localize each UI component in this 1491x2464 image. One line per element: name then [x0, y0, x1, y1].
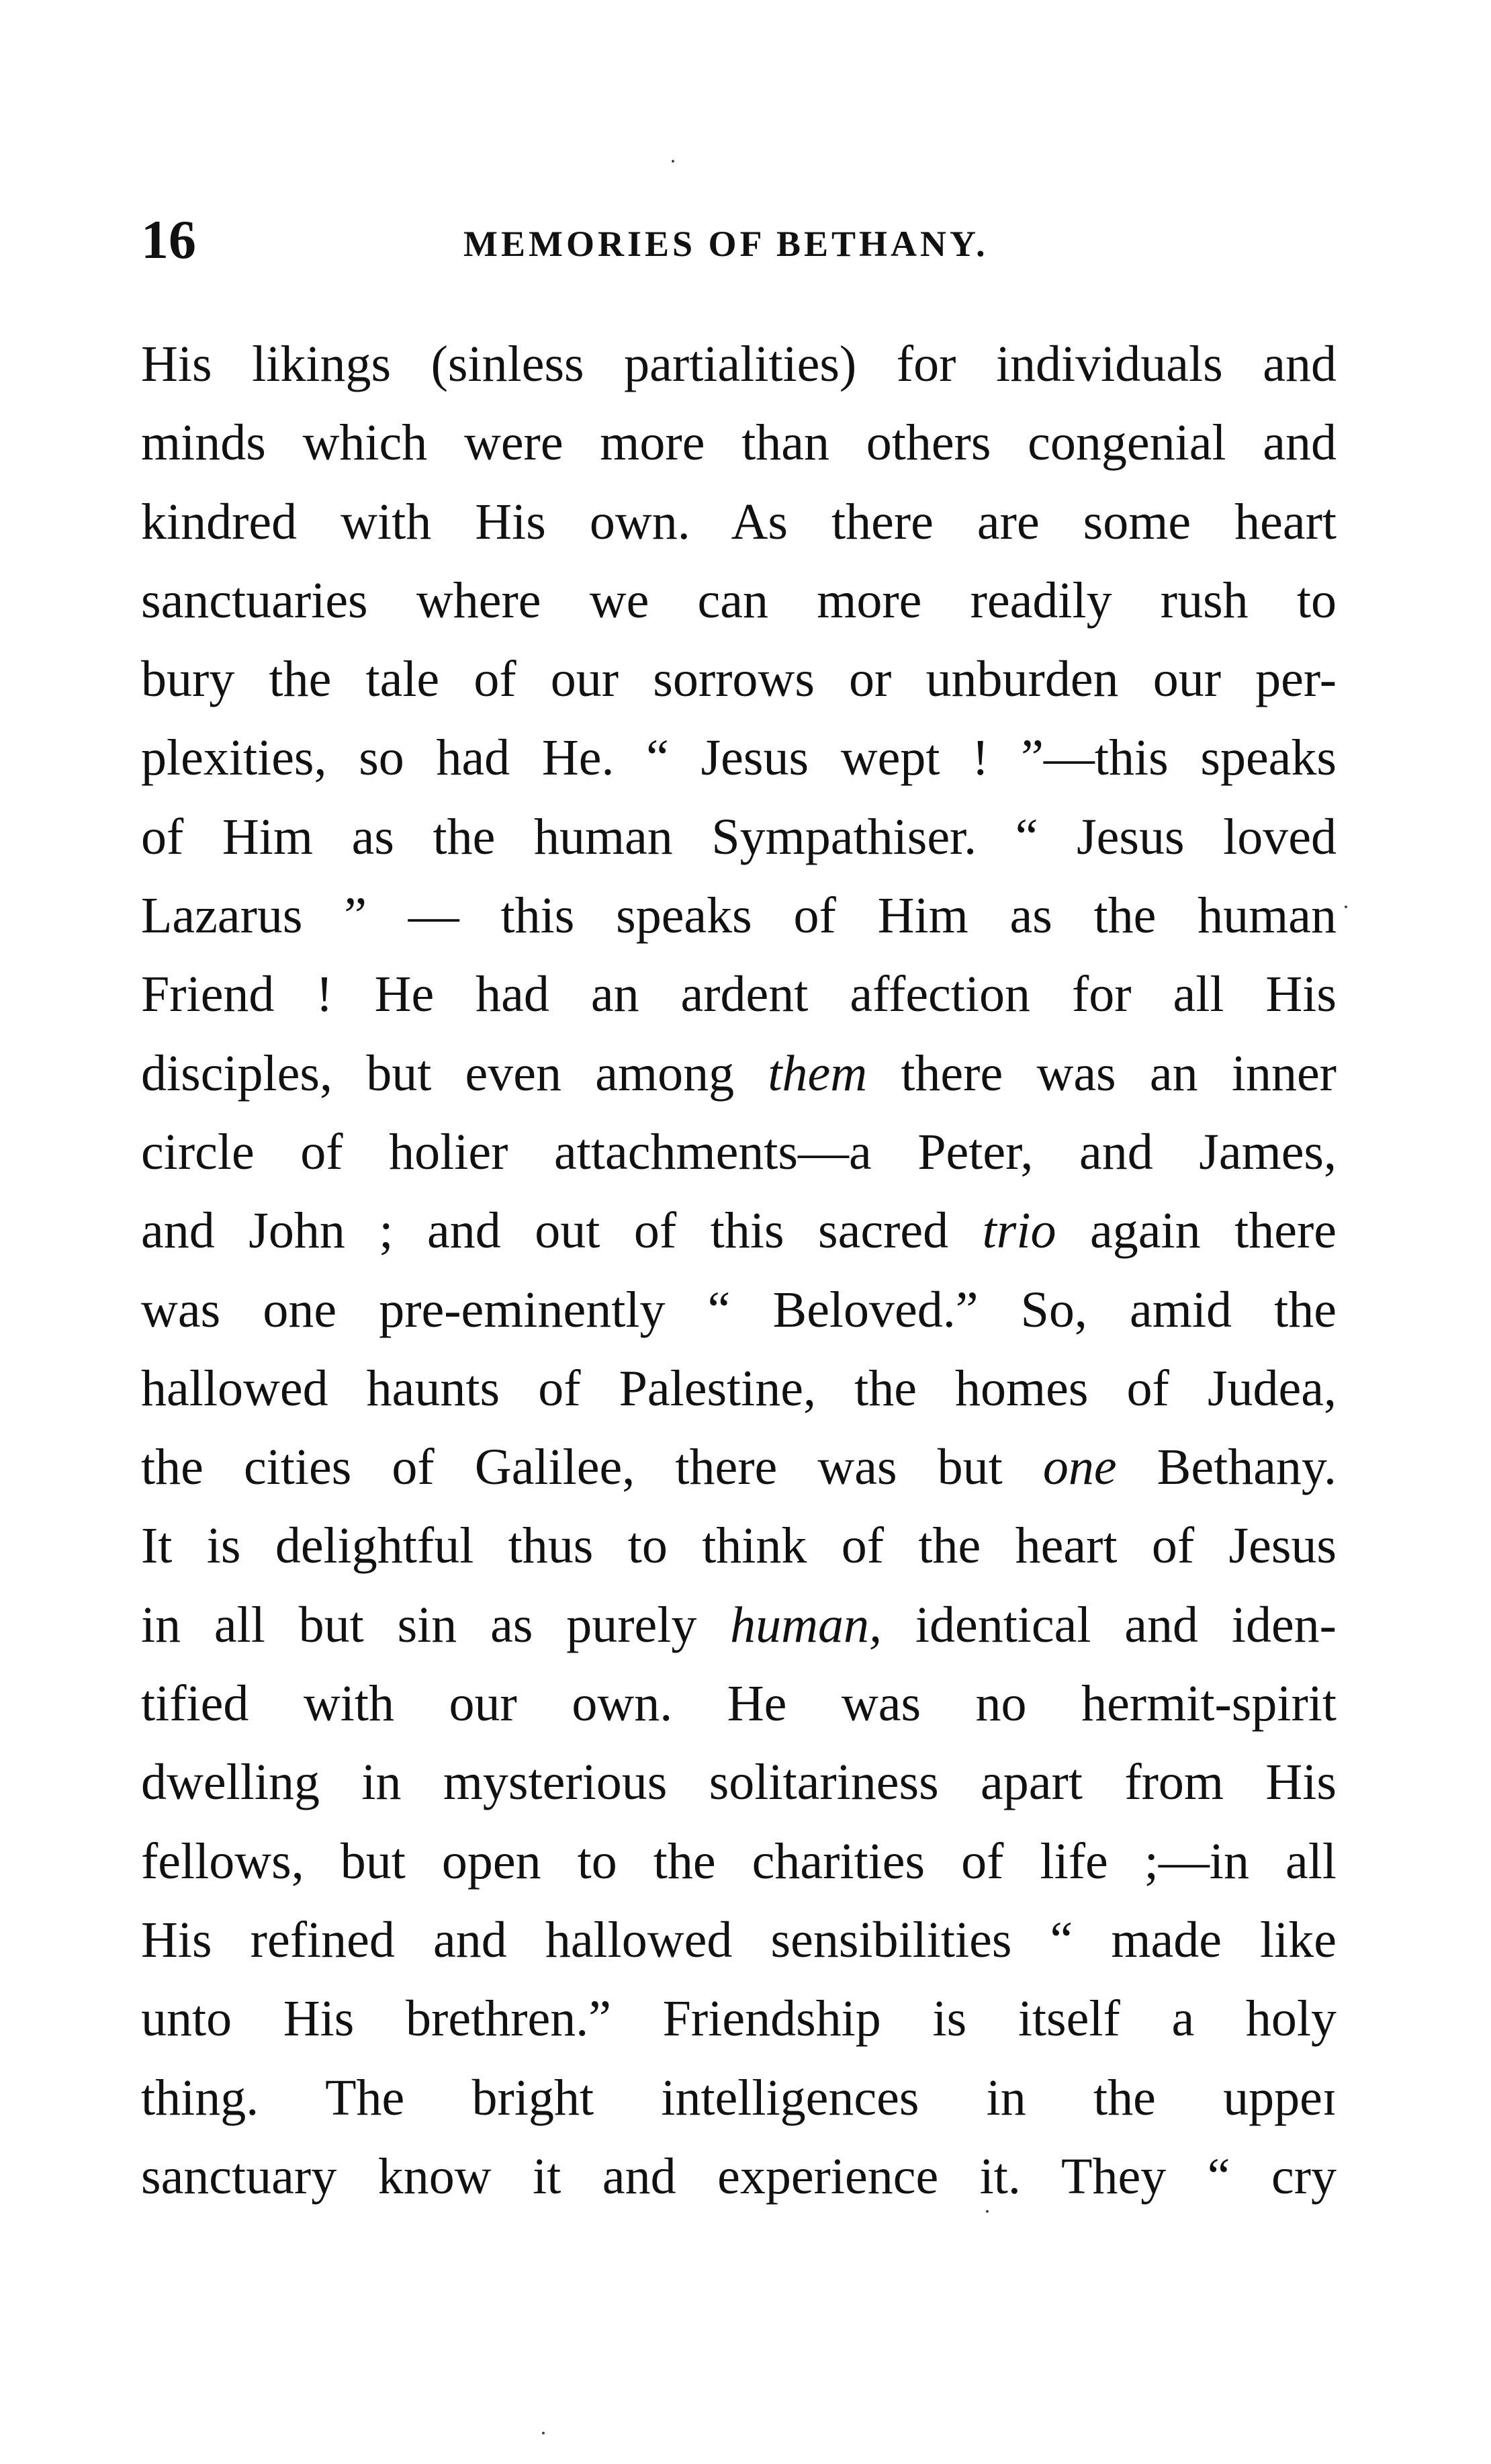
body-text	[141, 325, 1337, 2216]
text-segment: dwelling in mysterious solitariness apart from His	[141, 1754, 1337, 1811]
text-segment: again there	[1056, 1202, 1337, 1260]
text-line	[141, 719, 1337, 797]
text-line	[141, 1586, 1337, 1665]
italic-word: trio	[982, 1202, 1056, 1260]
text-line	[141, 562, 1337, 640]
text-line	[141, 325, 1337, 404]
text-line	[141, 1035, 1337, 1113]
text-segment: thing. The bright intelligences in the uppeɪ	[141, 2069, 1337, 2126]
text-segment: disciples, but even among	[141, 1045, 768, 1102]
text-segment: was one pre-eminently “ Beloved.” So, amid the	[141, 1281, 1337, 1338]
scan-speck	[1345, 906, 1347, 908]
italic-word: them	[768, 1045, 868, 1102]
text-line	[141, 1822, 1337, 1901]
text-line	[141, 1192, 1337, 1270]
text-segment: and John ; and out of this sacred	[141, 1202, 983, 1260]
text-line	[141, 404, 1337, 482]
text-segment: His refined and hallowed sensibilities “ made like	[141, 1911, 1337, 1968]
text-segment: minds which were more than others congenial and	[141, 414, 1337, 472]
text-line	[141, 1350, 1337, 1428]
text-line	[141, 1271, 1337, 1350]
text-line	[141, 1428, 1337, 1507]
text-segment: tified with our own. He was no hermit-spirit	[141, 1675, 1337, 1732]
scan-speck	[672, 160, 674, 163]
scan-speck	[542, 2432, 545, 2434]
text-segment: in all but sin as purely	[141, 1596, 731, 1653]
text-segment: there was an inner	[867, 1045, 1337, 1102]
running-head	[141, 203, 1337, 277]
page-number: 16	[141, 209, 196, 270]
text-line	[141, 798, 1337, 877]
text-segment: Friend ! He had an ardent affection for all His	[141, 966, 1337, 1023]
text-segment: circle of holier attachments—a Peter, and James,	[141, 1123, 1337, 1180]
text-line	[141, 2059, 1337, 2138]
text-segment: sanctuaries where we can more readily rush to	[141, 572, 1337, 629]
text-segment: identical and iden-	[882, 1596, 1337, 1653]
text-segment: Lazarus ” — this speaks of Him as the human	[141, 887, 1337, 944]
text-line	[141, 640, 1337, 719]
text-segment: bury the tale of our sorrows or unburden our per-	[141, 651, 1337, 708]
italic-word: one	[1042, 1439, 1117, 1496]
italic-word: human,	[730, 1596, 883, 1653]
text-segment: plexities, so had He. “ Jesus wept ! ”—this speaks	[141, 730, 1337, 787]
text-segment: the cities of Galilee, there was but	[141, 1439, 1043, 1496]
text-line	[141, 1980, 1337, 2058]
text-line	[141, 955, 1337, 1034]
text-segment: hallowed haunts of Palestine, the homes of Judea,	[141, 1360, 1337, 1417]
text-segment: unto His brethren.” Friendship is itself a holy	[141, 1990, 1337, 2048]
text-line	[141, 483, 1337, 562]
text-segment: It is delightful thus to think of the heart of Jesus	[141, 1517, 1337, 1575]
text-line	[141, 1901, 1337, 1980]
text-segment: fellows, but open to the charities of life ;—in all	[141, 1833, 1337, 1890]
text-segment: kindred with His own. As there are some heart	[141, 493, 1337, 550]
text-line	[141, 1507, 1337, 1585]
text-line	[141, 1743, 1337, 1822]
text-segment: of Him as the human Sympathiser. “ Jesus loved	[141, 808, 1337, 865]
text-segment: Bethany.	[1116, 1439, 1337, 1496]
text-line	[141, 2138, 1337, 2216]
text-segment: His likings (sinless partialities) for individuals and	[141, 336, 1337, 392]
text-segment: sanctuary know it and experience it. They “ cry	[141, 2148, 1337, 2205]
text-line	[141, 1113, 1337, 1192]
running-title: MEMORIES OF BETHANY.	[463, 224, 989, 264]
text-line	[141, 1665, 1337, 1743]
text-line	[141, 877, 1337, 955]
